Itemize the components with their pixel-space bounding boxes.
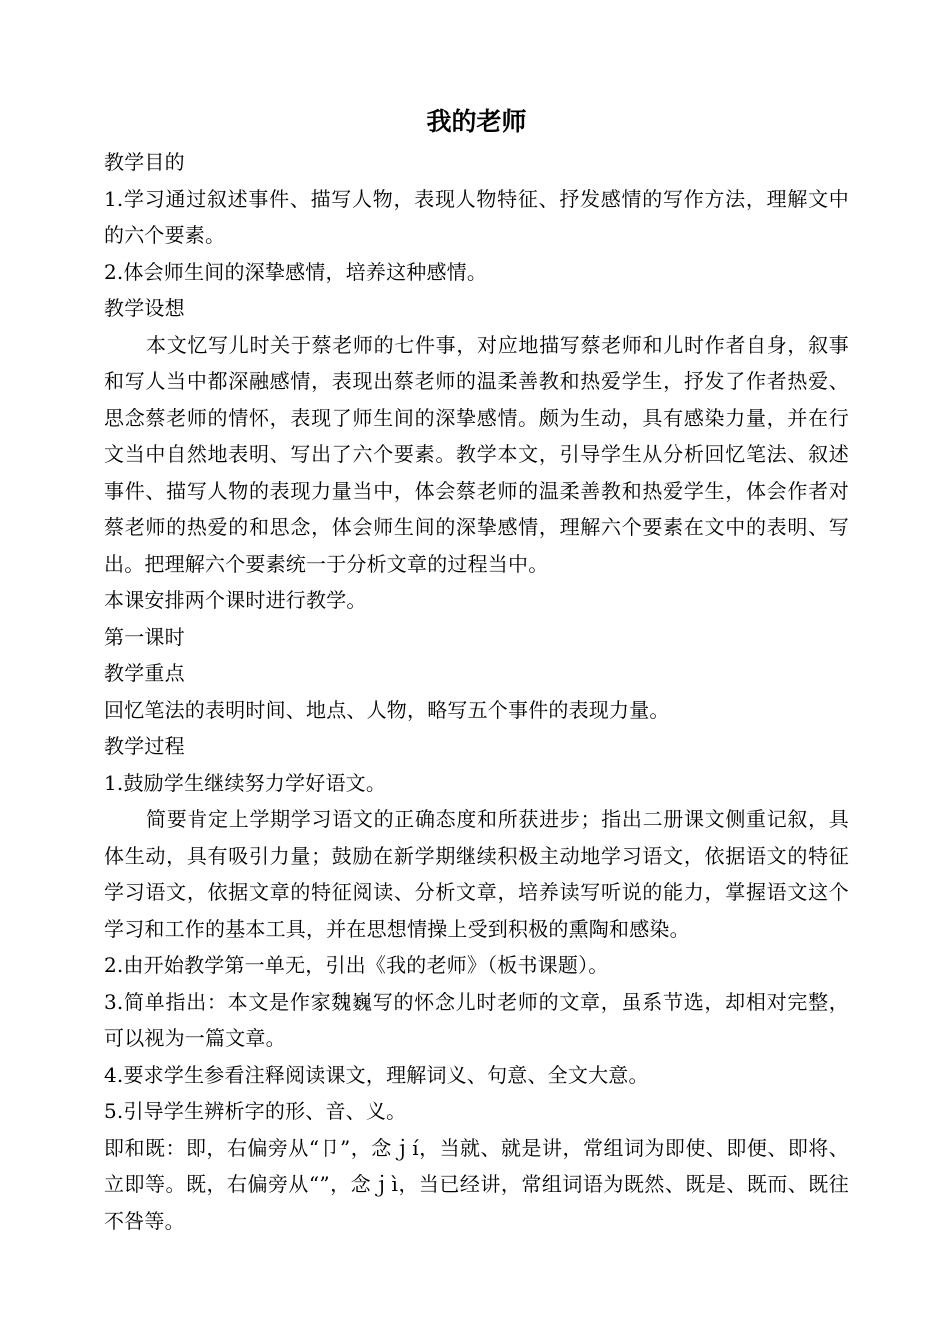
paragraph-schedule: 本课安排两个课时进行教学。 (104, 588, 367, 612)
paragraph-heading-focus: 教学重点 (104, 661, 185, 685)
document-title: 我的老师 (426, 107, 527, 136)
document-body (104, 144, 849, 1239)
paragraph-character-analysis: 即和既：即，右偏旁从“卩”，念ｊí，当就、就是讲，常组词为即使、即便、即将、立即等。既，右偏旁从“”，念ｊì，当已经讲，常组词语为既然、既是、既而、既往不咎等。 (104, 1135, 849, 1233)
paragraph-step-4: 4.要求学生参看注释阅读课文，理解词义、句意、全文大意。 (104, 1062, 649, 1087)
paragraph-step-2: 2.由开始教学第一单无，引出《我的老师》（板书课题）。 (104, 953, 609, 977)
paragraph-objective-1: 1.学习通过叙述事件、描写人物，表现人物特征、抒发感情的写作方法，理解文中的六个要素。 (104, 186, 849, 247)
paragraph-heading-design: 教学设想 (104, 296, 185, 320)
paragraph-focus-body: 回忆笔法的表明时间、地点、人物，略写五个事件的表现力量。 (104, 697, 670, 722)
paragraph-step-5: 5.引导学生辨析字的形、音、义。 (104, 1099, 407, 1123)
paragraph-step-1-body: 简要肯定上学期学习语文的正确态度和所获进步；指出二册课文侧重记叙，具体生动，具有吸引力量；鼓励在新学期继续积极主动地学习语文，依据语文的特征学习语文，依据文章的特征阅读、分析文章，培养读写听说的能力，掌握语文这个学习和工作的基本工具，并在思想情操上受到积极的熏陶和感染。 (104, 807, 849, 941)
paragraph-design-body: 本文忆写儿时关于蔡老师的七件事，对应地描写蔡老师和儿时作者自身，叙事和写人当中都深融感情，表现出蔡老师的温柔善教和热爱学生，抒发了作者热爱、思念蔡老师的情怀，表现了师生间的深挚感情。颇为生动，具有感染力量，并在行文当中自然地表明、写出了六个要素。教学本文，引导学生从分析回忆笔法、叙述事件、描写人物的表现力量当中，体会蔡老师的温柔善教和热爱学生，体会作者对蔡老师的热爱的和思念，体会师生间的深挚感情，理解六个要素在文中的表明、写出。把理解六个要素统一于分析文章的过程当中。 (104, 332, 849, 576)
paragraph-step-1: 1.鼓励学生继续努力学好语文。 (104, 770, 387, 795)
document-page (104, 100, 849, 1239)
paragraph-heading-objectives: 教学目的 (104, 150, 185, 174)
paragraph-heading-process: 教学过程 (104, 734, 185, 758)
paragraph-heading-lesson-1: 第一课时 (104, 624, 185, 649)
paragraph-objective-2: 2.体会师生间的深挚感情，培养这种感情。 (104, 259, 488, 284)
paragraph-step-3: 3.简单指出：本文是作家魏巍写的怀念儿时老师的文章，虽系节选，却相对完整，可以视为一篇文章。 (104, 989, 849, 1050)
